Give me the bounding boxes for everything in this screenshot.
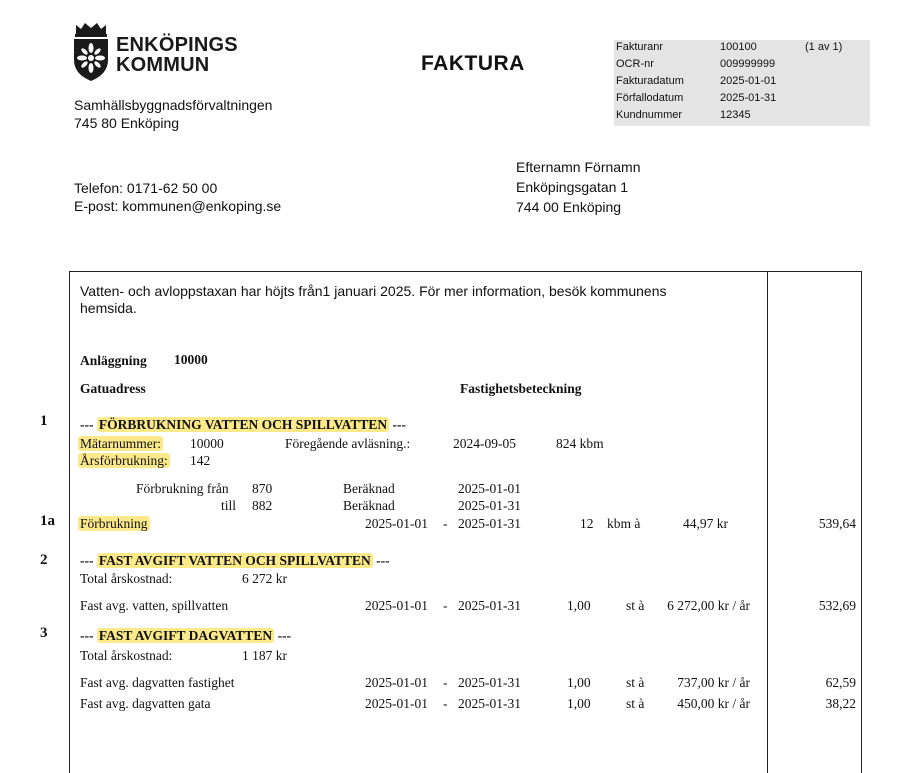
stormwater-street-amount: 38,22 [825, 696, 856, 711]
facility-label: Anläggning [80, 353, 147, 368]
stormwater-property-qty: 1,00 [567, 675, 591, 690]
consumption-from-date: 2025-01-01 [458, 481, 521, 496]
heading-dashes-left: --- [80, 628, 94, 643]
section2-total-label: Total årskostnad: [80, 571, 173, 586]
consumption-row-amount: 539,64 [818, 516, 856, 531]
consumption-from-status: Beräknad [343, 481, 395, 496]
consumption-from-value: 870 [252, 481, 273, 496]
stormwater-property-unit: st à [626, 675, 645, 690]
consumption-to-value: 882 [252, 498, 273, 513]
annual-consumption-value: 142 [190, 453, 211, 468]
meter-number-value: 10000 [190, 436, 224, 451]
section3-heading-text: FAST AVGIFT DAGVATTEN [98, 628, 273, 643]
fixed-fee-water-price: 6 272,00 kr / år [667, 598, 750, 613]
annual-consumption-label: Årsförbrukning: [80, 453, 168, 468]
heading-dashes-right: --- [376, 553, 390, 568]
consumption-row-unit: kbm à [607, 516, 641, 531]
consumption-row-label: Förbrukning [80, 516, 148, 531]
customer-number-label: Kundnummer [616, 109, 683, 121]
previous-reading-date: 2024-09-05 [453, 436, 516, 451]
consumption-to-label: till [221, 498, 237, 513]
stormwater-street-qty: 1,00 [567, 696, 591, 711]
invoice-number-label: Fakturanr [616, 41, 664, 53]
ocr-label: OCR-nr [616, 58, 654, 70]
coat-of-arms-icon [72, 22, 110, 82]
fixed-fee-water-unit: st à [626, 598, 645, 613]
heading-dashes-right: --- [277, 628, 292, 643]
section-number-1: 1 [40, 413, 48, 429]
section2-total-value: 6 272 kr [242, 571, 287, 586]
heading-dashes-left: --- [80, 553, 94, 568]
fixed-fee-water-label: Fast avg. vatten, spillvatten [80, 598, 229, 613]
document-title: FAKTURA [421, 52, 525, 75]
fixed-fee-water-qty: 1,00 [567, 598, 591, 613]
page-indicator: (1 av 1) [805, 41, 843, 53]
consumption-row-dash: - [443, 516, 448, 531]
stormwater-street-unit: st à [626, 696, 645, 711]
section3-total-label: Total årskostnad: [80, 648, 173, 663]
section3-heading [80, 628, 291, 644]
logo-text-line2: KOMMUN [116, 54, 210, 76]
ocr-value: 009999999 [720, 58, 776, 70]
facility-number: 10000 [174, 352, 208, 367]
stormwater-property-start: 2025-01-01 [365, 675, 428, 690]
recipient-name: Efternamn Förnamn [516, 159, 641, 175]
stormwater-street-start: 2025-01-01 [365, 696, 428, 711]
section3-total-value: 1 187 kr [242, 648, 287, 663]
contact-email: E-post: kommunen@enkoping.se [74, 198, 282, 214]
contact-phone: Telefon: 0171-62 50 00 [74, 180, 218, 196]
invoice-date-value: 2025-01-01 [720, 75, 777, 87]
fixed-fee-water-dash: - [443, 598, 448, 613]
fixed-fee-water-end: 2025-01-31 [458, 598, 521, 613]
consumption-to-status: Beräknad [343, 498, 395, 513]
due-date-label: Förfallodatum [616, 92, 684, 104]
stormwater-property-label: Fast avg. dagvatten fastighet [80, 675, 235, 690]
invoice-date-label: Fakturadatum [616, 75, 684, 87]
consumption-row-end: 2025-01-31 [458, 516, 521, 531]
sender-postal-address: 745 80 Enköping [74, 115, 180, 131]
stormwater-property-price: 737,00 kr / år [677, 675, 750, 690]
section2-heading-text: FAST AVGIFT VATTEN OCH SPILLVATTEN [98, 553, 371, 568]
stormwater-property-amount: 62,59 [825, 675, 856, 690]
stormwater-street-price: 450,00 kr / år [677, 696, 750, 711]
notice-line2: hemsida. [80, 300, 137, 316]
previous-reading-label: Föregående avläsning.: [285, 436, 411, 451]
fixed-fee-water-start: 2025-01-01 [365, 598, 428, 613]
section2-heading [80, 553, 390, 569]
section1-heading [80, 417, 406, 433]
meter-number-label: Mätarnummer: [80, 436, 161, 451]
section-number-3: 3 [40, 625, 48, 641]
section-number-1a: 1a [40, 513, 55, 529]
stormwater-street-label: Fast avg. dagvatten gata [80, 696, 211, 711]
recipient-city: 744 00 Enköping [516, 199, 622, 215]
heading-dashes-left: --- [80, 417, 94, 432]
stormwater-street-dash: - [443, 696, 448, 711]
stormwater-property-dash: - [443, 675, 448, 690]
due-date-value: 2025-01-31 [720, 92, 777, 104]
consumption-row-start: 2025-01-01 [365, 516, 428, 531]
property-designation-label: Fastighetsbeteckning [460, 381, 582, 396]
street-address-label: Gatuadress [80, 381, 146, 396]
notice-line1: Vatten- och avloppstaxan har höjts från1 januari 2025. För mer information, besök kommunens [80, 283, 667, 299]
consumption-from-label: Förbrukning från [136, 481, 229, 496]
fixed-fee-water-amount: 532,69 [818, 598, 856, 613]
consumption-row-qty: 12 [580, 516, 594, 531]
customer-number-value: 12345 [720, 109, 751, 121]
previous-reading-value: 824 kbm [556, 436, 604, 451]
heading-dashes-right: --- [392, 417, 406, 432]
logo-text-line1: ENKÖPINGS [116, 34, 238, 56]
consumption-row-price: 44,97 kr [683, 516, 728, 531]
stormwater-property-end: 2025-01-31 [458, 675, 521, 690]
invoice-number-value: 100100 [720, 41, 757, 53]
sender-department: Samhällsbyggnadsförvaltningen [74, 97, 273, 113]
consumption-to-date: 2025-01-31 [458, 498, 521, 513]
stormwater-street-end: 2025-01-31 [458, 696, 521, 711]
section1-heading-text: FÖRBRUKNING VATTEN OCH SPILLVATTEN [98, 417, 388, 432]
amount-column-divider [767, 271, 768, 773]
section-number-2: 2 [40, 552, 48, 568]
recipient-street: Enköpingsgatan 1 [516, 179, 629, 195]
